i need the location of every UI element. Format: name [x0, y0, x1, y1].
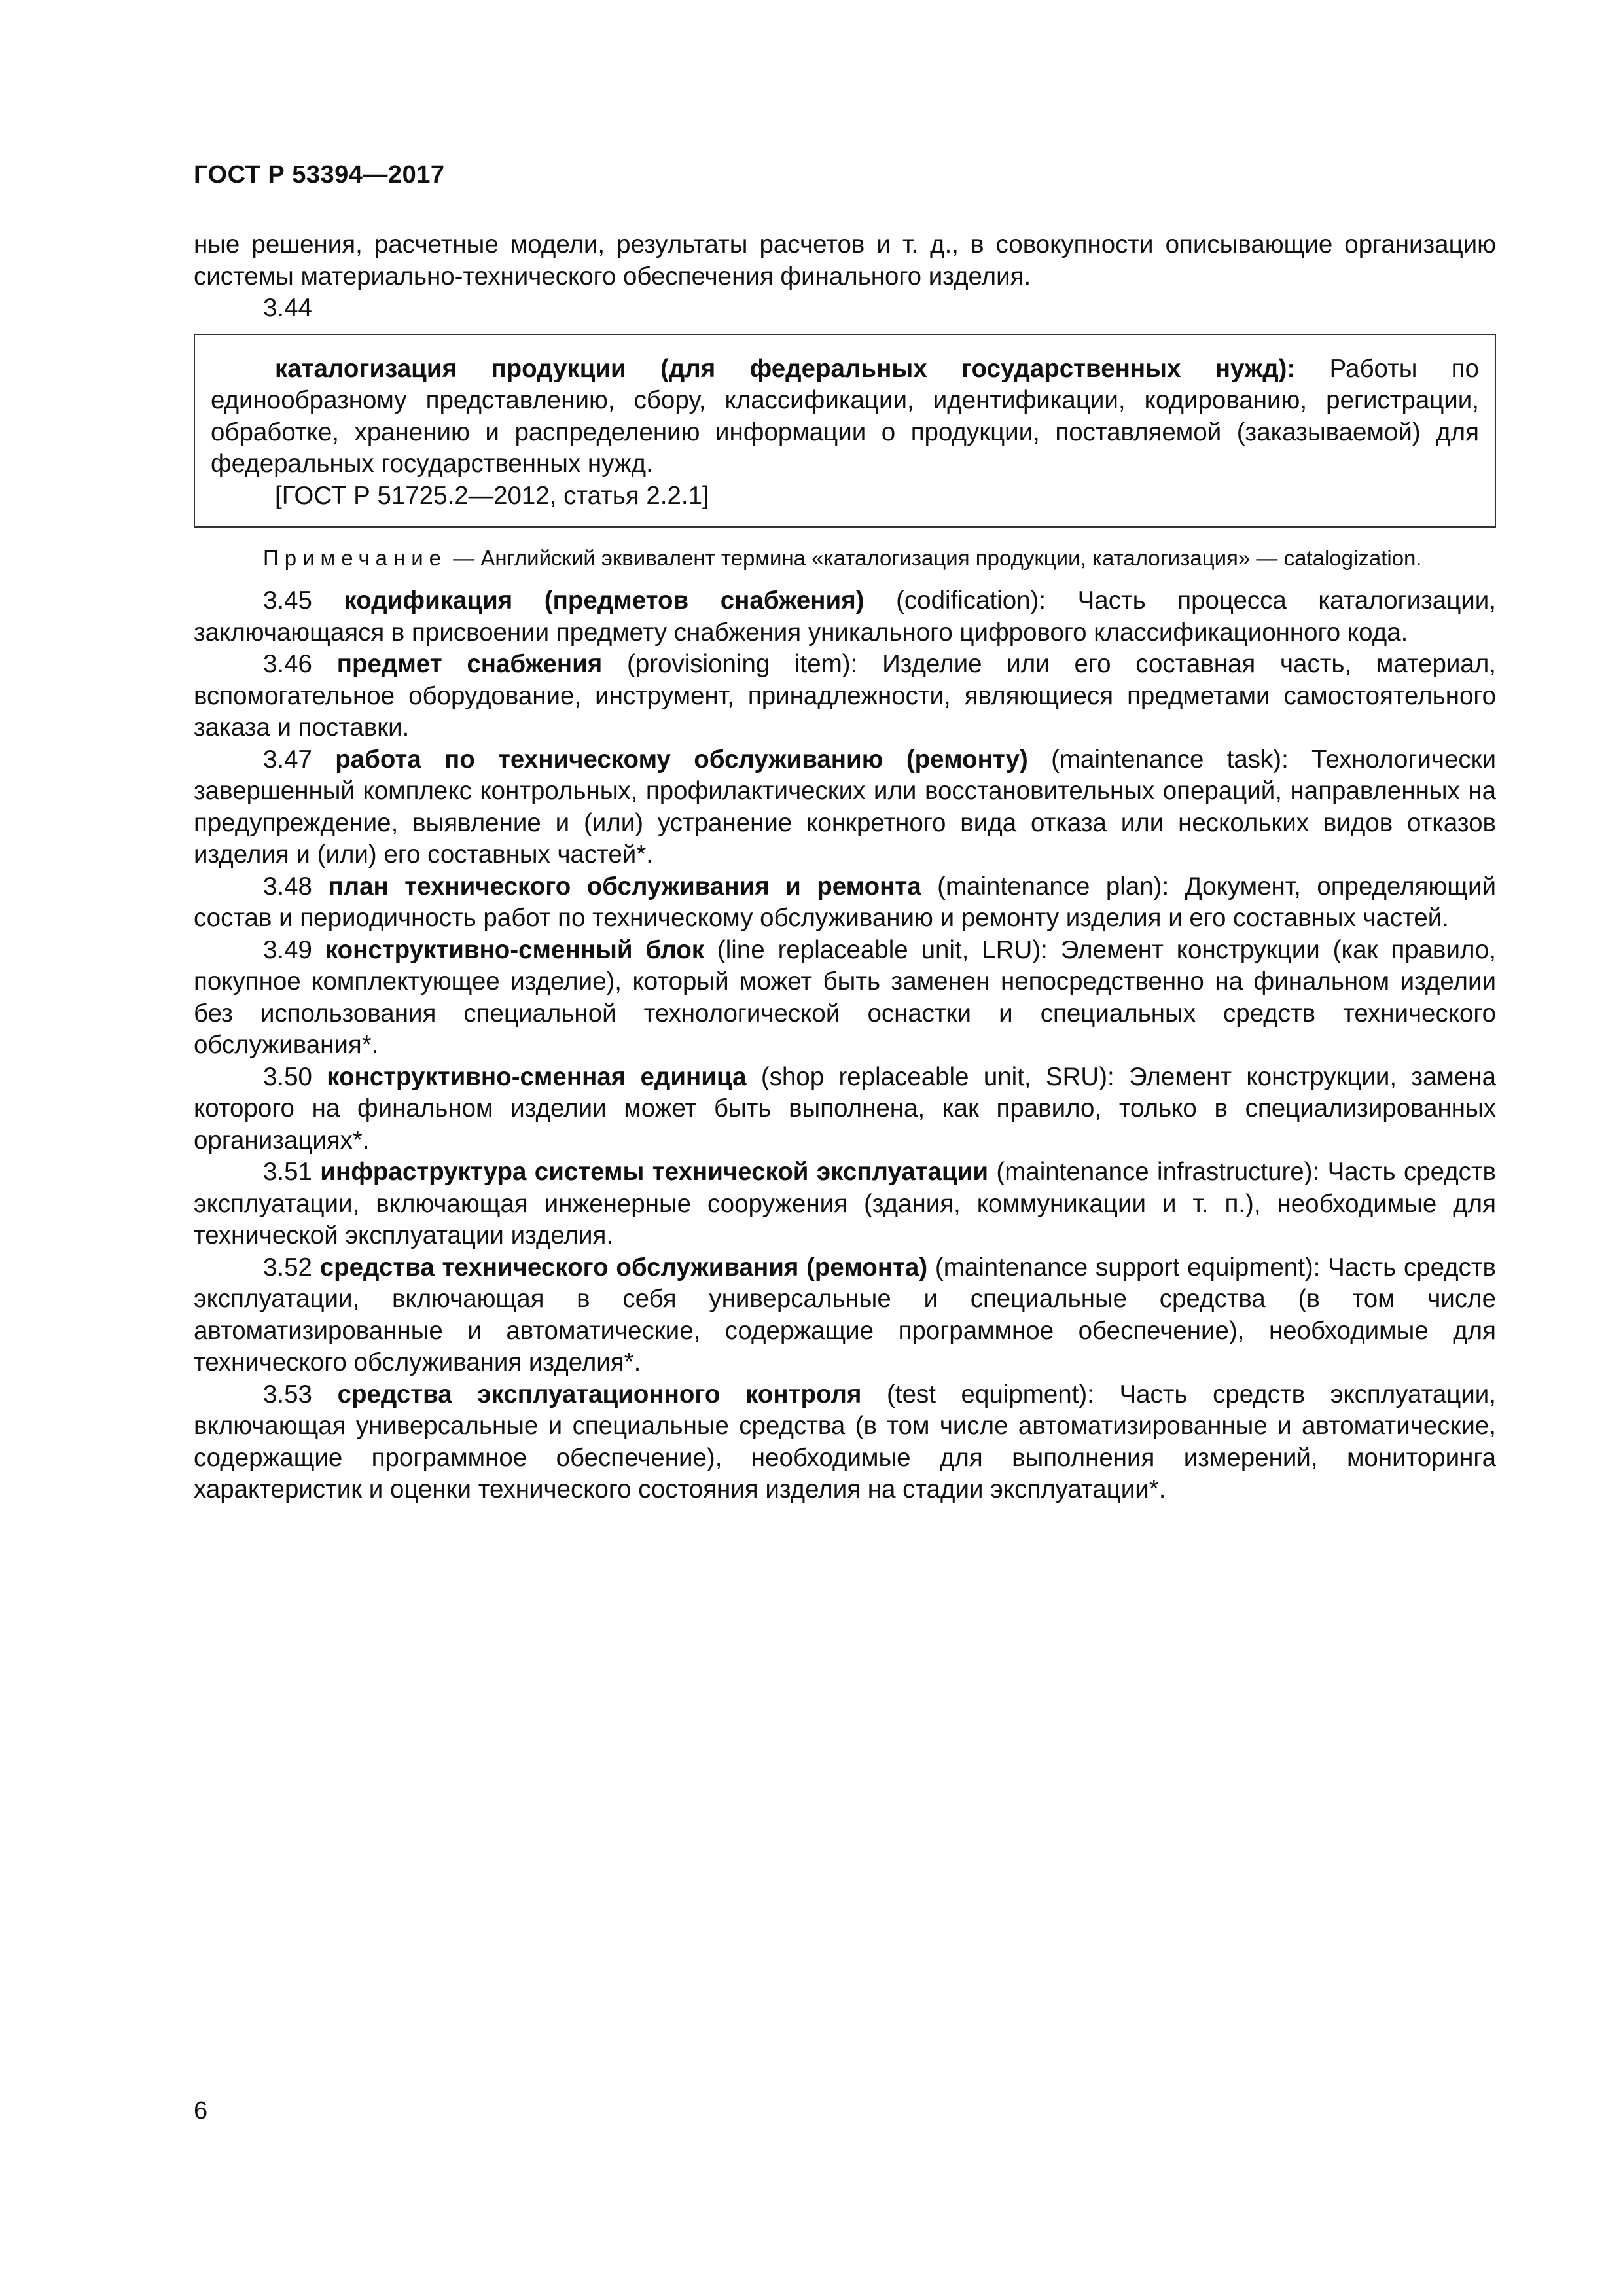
- term-3-47: [194, 744, 1496, 871]
- note-paragraph: [194, 543, 1496, 573]
- term-number: 3.50: [263, 1062, 327, 1091]
- term-number: 3.51: [263, 1158, 321, 1186]
- term-3-46: [194, 649, 1496, 744]
- term-3-44-source: [ГОСТ Р 51725.2—2012, статья 2.2.1]: [275, 481, 709, 510]
- term-title: средства технического обслуживания (ремонта): [319, 1253, 928, 1282]
- term-definition: (maintenance task): Технологически завершенный комплекс контрольных, профилактических или восстановительных операций, направленных на предупреждение, выявление и (или) устранение конкретного вида отказа или нескольких видов отказов изделия и (или) его составных частей*.: [194, 745, 1496, 869]
- term-3-44-definition: Работы по единообразному представлению, сбору, классификации, идентификации, кодированию, регистрации, обработке, хранению и распределению информации о продукции, поставляемой (заказываемой) для федеральных государственных нужд.: [211, 354, 1479, 478]
- term-3-45: [194, 585, 1496, 649]
- term-title: предмет снабжения: [336, 650, 603, 678]
- term-3-44-title: каталогизация продукции (для федеральных государственных нужд):: [275, 354, 1296, 383]
- term-title: инфраструктура системы технической эксплуатации: [320, 1158, 989, 1186]
- note-text: — Английский эквивалент термина «каталогизация продукции, каталогизация» — catalogization.: [453, 546, 1422, 570]
- note-label: Примечание: [263, 546, 448, 570]
- term-number: 3.52: [263, 1253, 320, 1282]
- term-3-49: [194, 935, 1496, 1062]
- term-title: план технического обслуживания и ремонта: [328, 872, 921, 901]
- term-3-51: [194, 1157, 1496, 1252]
- term-title: средства эксплуатационного контроля: [337, 1380, 862, 1408]
- term-number: 3.46: [263, 650, 337, 678]
- document-header: ГОСТ Р 53394—2017: [194, 161, 445, 188]
- term-definition: (maintenance infrastructure): Часть средств эксплуатации, включающая инженерные сооружения (здания, коммуникации и т. п.), необходимые для технической эксплуатации изделия.: [194, 1158, 1496, 1249]
- term-definition: (maintenance support equipment): Часть средств эксплуатации, включающая в себя универсальные и специальные средства (в том числе автоматизированные и автоматические, содержащие программное обеспечение), необходимые для технического обслуживания изделия*.: [194, 1253, 1496, 1376]
- term-definition: (maintenance plan): Документ, определяющий состав и периодичность работ по техническому обслуживанию и ремонту изделия и его составных частей.: [194, 872, 1496, 932]
- term-3-44-paragraph: [211, 353, 1479, 480]
- term-title: конструктивно-сменный блок: [325, 935, 704, 964]
- term-number: 3.45: [263, 586, 344, 615]
- term-3-48: [194, 871, 1496, 935]
- term-definition: (test equipment): Часть средств эксплуатации, включающая универсальные и специальные средства (в том числе автоматизированные и автоматические, содержащие программное обеспечение), необходимые для выполнения измерений, мониторинга характеристик и оценки технического состояния изделия на стадии эксплуатации*.: [194, 1380, 1496, 1503]
- page-number: 6: [194, 2097, 208, 2125]
- term-definition-box: [194, 334, 1496, 528]
- term-number: 3.49: [263, 935, 325, 964]
- term-number: 3.48: [263, 872, 329, 901]
- term-title: конструктивно-сменная единица: [327, 1062, 747, 1091]
- document-body: [194, 229, 1496, 1506]
- intro-paragraph: ные решения, расчетные модели, результаты расчетов и т. д., в совокупности описывающие организацию системы материально-технического обеспечения финального изделия.: [194, 230, 1496, 291]
- term-definition: (line replaceable unit, LRU): Элемент конструкции (как правило, покупное комплектующее изделие), который может быть заменен непосредственно на финальном изделии без использования специальной технологической оснастки и специальных средств технического обслуживания*.: [194, 935, 1496, 1059]
- term-3-52: [194, 1252, 1496, 1379]
- term-number: 3.47: [263, 745, 336, 774]
- term-definition: (codification): Часть процесса каталогизации, заключающаяся в присвоении предмету снабжения уникального цифрового классификационного кода.: [194, 586, 1496, 647]
- term-definition: (provisioning item): Изделие или его составная часть, материал, вспомогательное оборудование, инструмент, принадлежности, являющиеся предметами самостоятельного заказа и поставки.: [194, 650, 1496, 742]
- term-title: работа по техническому обслуживанию (ремонту): [335, 745, 1028, 774]
- term-number: 3.53: [263, 1380, 338, 1408]
- term-definition: (shop replaceable unit, SRU): Элемент конструкции, замена которого на финальном изделии может быть выполнена, как правило, только в специализированных организациях*.: [194, 1062, 1496, 1155]
- term-3-53: [194, 1379, 1496, 1506]
- term-number-3-44: 3.44: [263, 294, 312, 322]
- term-3-50: [194, 1062, 1496, 1157]
- term-title: кодификация (предметов снабжения): [344, 586, 865, 615]
